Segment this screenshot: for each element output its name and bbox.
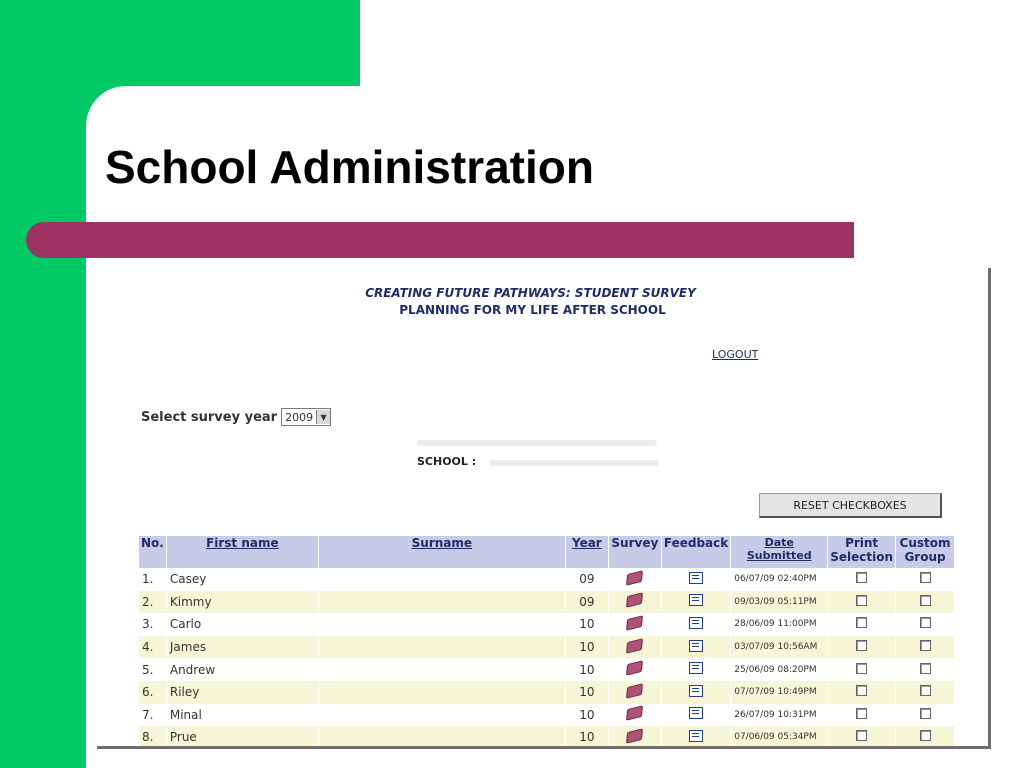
first-name-cell: Minal xyxy=(166,704,318,727)
table-row xyxy=(139,568,955,591)
print-selection-checkbox[interactable] xyxy=(856,708,867,719)
table-row xyxy=(139,658,955,681)
table-row xyxy=(139,681,955,704)
header-group-line1: Custom xyxy=(899,536,951,550)
print-selection-checkbox[interactable] xyxy=(856,640,867,651)
survey-book-icon[interactable] xyxy=(626,683,643,698)
print-selection-cell xyxy=(828,704,896,727)
custom-group-checkbox[interactable] xyxy=(920,663,931,674)
students-table xyxy=(139,536,955,749)
chevron-down-icon[interactable]: ▼ xyxy=(316,410,330,424)
print-selection-checkbox[interactable] xyxy=(856,685,867,696)
survey-cell xyxy=(608,726,661,749)
surname-cell xyxy=(318,613,565,636)
header-print-line1: Print xyxy=(845,536,879,550)
survey-cell xyxy=(608,591,661,614)
survey-book-icon[interactable] xyxy=(626,570,643,585)
survey-admin-screenshot xyxy=(97,268,991,749)
surname-cell xyxy=(318,591,565,614)
table-row xyxy=(139,704,955,727)
custom-group-checkbox[interactable] xyxy=(920,595,931,606)
survey-cell xyxy=(608,658,661,681)
date-submitted-cell: 07/06/09 05:34PM xyxy=(731,726,828,749)
custom-group-cell xyxy=(896,704,955,727)
first-name-cell: Kimmy xyxy=(166,591,318,614)
feedback-cell xyxy=(661,658,730,681)
table-header-row xyxy=(139,536,955,568)
row-number: 1. xyxy=(139,568,166,591)
row-number: 5. xyxy=(139,658,166,681)
feedback-cell xyxy=(661,681,730,704)
survey-book-icon[interactable] xyxy=(626,593,643,608)
date-submitted-cell: 25/06/09 08:20PM xyxy=(731,658,828,681)
year-cell: 10 xyxy=(565,658,608,681)
feedback-cell xyxy=(661,613,730,636)
date-submitted-cell: 26/07/09 10:31PM xyxy=(731,704,828,727)
row-number: 8. xyxy=(139,726,166,749)
feedback-cell xyxy=(661,636,730,659)
date-submitted-cell: 03/07/09 10:56AM xyxy=(731,636,828,659)
survey-year-select[interactable] xyxy=(281,408,331,426)
print-selection-cell xyxy=(828,636,896,659)
title-underline-bar xyxy=(26,222,854,258)
survey-book-icon[interactable] xyxy=(626,706,643,721)
table-row xyxy=(139,613,955,636)
header-survey: Survey xyxy=(608,536,661,568)
header-no: No. xyxy=(139,536,166,568)
table-row xyxy=(139,636,955,659)
date-submitted-cell: 09/03/09 05:11PM xyxy=(731,591,828,614)
print-selection-cell xyxy=(828,591,896,614)
print-selection-checkbox[interactable] xyxy=(856,663,867,674)
header-year[interactable]: Year xyxy=(565,536,608,568)
survey-book-icon[interactable] xyxy=(626,728,643,743)
print-selection-checkbox[interactable] xyxy=(856,572,867,583)
survey-cell xyxy=(608,636,661,659)
date-submitted-cell: 28/06/09 11:00PM xyxy=(731,613,828,636)
first-name-cell: Andrew xyxy=(166,658,318,681)
feedback-cell xyxy=(661,726,730,749)
print-selection-cell xyxy=(828,613,896,636)
custom-group-cell xyxy=(896,591,955,614)
custom-group-cell xyxy=(896,568,955,591)
first-name-cell: James xyxy=(166,636,318,659)
surname-cell xyxy=(318,636,565,659)
row-number: 6. xyxy=(139,681,166,704)
print-selection-checkbox[interactable] xyxy=(856,730,867,741)
print-selection-checkbox[interactable] xyxy=(856,595,867,606)
feedback-form-icon[interactable] xyxy=(689,617,703,629)
survey-title: CREATING FUTURE PATHWAYS: STUDENT SURVEY xyxy=(365,286,696,300)
header-print-line2: Selection xyxy=(830,550,894,564)
first-name-cell: Riley xyxy=(166,681,318,704)
surname-cell xyxy=(318,658,565,681)
feedback-form-icon[interactable] xyxy=(689,594,703,606)
custom-group-cell xyxy=(896,681,955,704)
print-selection-cell xyxy=(828,681,896,704)
date-submitted-cell: 06/07/09 02:40PM xyxy=(731,568,828,591)
first-name-cell: Carlo xyxy=(166,613,318,636)
feedback-form-icon[interactable] xyxy=(689,707,703,719)
custom-group-checkbox[interactable] xyxy=(920,685,931,696)
custom-group-cell xyxy=(896,726,955,749)
first-name-cell: Prue xyxy=(166,726,318,749)
header-date-submitted[interactable]: Date Submitted xyxy=(731,536,828,568)
feedback-form-icon[interactable] xyxy=(689,572,703,584)
custom-group-checkbox[interactable] xyxy=(920,572,931,583)
survey-year-label: Select survey year xyxy=(141,409,278,425)
header-custom-group xyxy=(896,536,955,568)
feedback-cell xyxy=(661,704,730,727)
custom-group-checkbox[interactable] xyxy=(920,640,931,651)
header-feedback: Feedback xyxy=(661,536,730,568)
year-cell: 10 xyxy=(565,704,608,727)
feedback-cell xyxy=(661,591,730,614)
survey-cell xyxy=(608,613,661,636)
feedback-form-icon[interactable] xyxy=(689,685,703,697)
blurred-text xyxy=(417,440,657,446)
survey-book-icon[interactable] xyxy=(626,615,643,630)
table-row xyxy=(139,726,955,749)
logout-link[interactable]: LOGOUT xyxy=(712,348,759,361)
slide-title: School Administration xyxy=(105,141,594,193)
print-selection-cell xyxy=(828,726,896,749)
custom-group-cell xyxy=(896,613,955,636)
survey-year-row xyxy=(141,408,331,426)
print-selection-cell xyxy=(828,658,896,681)
survey-book-icon[interactable] xyxy=(626,638,643,653)
survey-year-value: 2009 xyxy=(285,410,314,424)
survey-book-icon[interactable] xyxy=(626,660,643,675)
row-number: 4. xyxy=(139,636,166,659)
print-selection-checkbox[interactable] xyxy=(856,617,867,628)
year-cell: 10 xyxy=(565,681,608,704)
surname-cell xyxy=(318,726,565,749)
custom-group-cell xyxy=(896,636,955,659)
survey-cell xyxy=(608,681,661,704)
custom-group-checkbox[interactable] xyxy=(920,730,931,741)
custom-group-cell xyxy=(896,658,955,681)
feedback-form-icon[interactable] xyxy=(689,730,703,742)
row-number: 7. xyxy=(139,704,166,727)
feedback-cell xyxy=(661,568,730,591)
survey-cell xyxy=(608,568,661,591)
year-cell: 10 xyxy=(565,613,608,636)
survey-subtitle: PLANNING FOR MY LIFE AFTER SCHOOL xyxy=(399,303,666,317)
year-cell: 09 xyxy=(565,568,608,591)
year-cell: 10 xyxy=(565,726,608,749)
surname-cell xyxy=(318,681,565,704)
header-print-selection xyxy=(828,536,896,568)
header-first-name[interactable]: First name xyxy=(166,536,318,568)
date-submitted-cell: 07/07/09 10:49PM xyxy=(731,681,828,704)
table-row xyxy=(139,591,955,614)
surname-cell xyxy=(318,704,565,727)
header-surname[interactable]: Surname xyxy=(318,536,565,568)
blurred-school-name xyxy=(489,460,659,466)
feedback-form-icon[interactable] xyxy=(689,662,703,674)
survey-cell xyxy=(608,704,661,727)
custom-group-checkbox[interactable] xyxy=(920,617,931,628)
header-group-line2: Group xyxy=(904,550,946,564)
first-name-cell: Casey xyxy=(166,568,318,591)
print-selection-cell xyxy=(828,568,896,591)
row-number: 2. xyxy=(139,591,166,614)
school-label: SCHOOL : xyxy=(417,455,477,468)
year-cell: 09 xyxy=(565,591,608,614)
feedback-form-icon[interactable] xyxy=(689,640,703,652)
year-cell: 10 xyxy=(565,636,608,659)
custom-group-checkbox[interactable] xyxy=(920,708,931,719)
row-number: 3. xyxy=(139,613,166,636)
reset-checkboxes-button[interactable]: RESET CHECKBOXES xyxy=(759,493,942,518)
surname-cell xyxy=(318,568,565,591)
